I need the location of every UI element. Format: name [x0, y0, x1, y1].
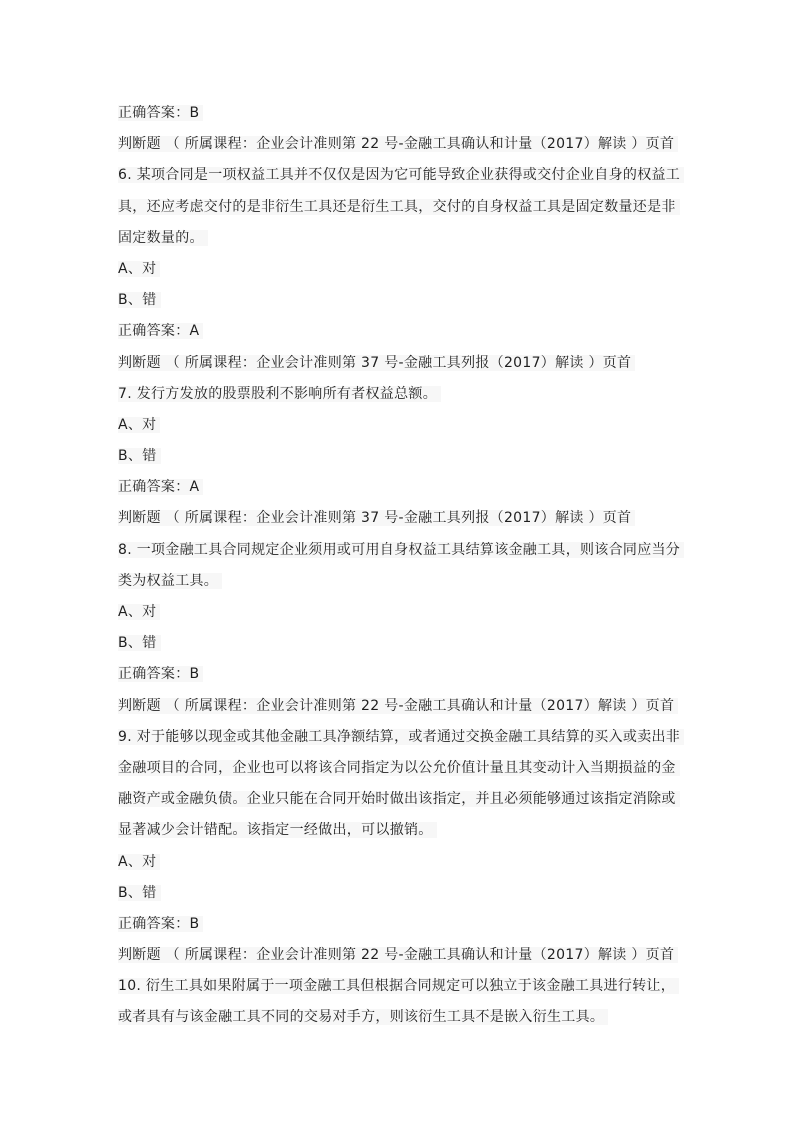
option-a: A、对 — [118, 601, 688, 632]
document-page — [118, 102, 688, 1038]
correct-answer — [118, 320, 688, 351]
answer-label: 正确答案： — [118, 915, 190, 932]
question-text: 类为权益工具。 — [118, 570, 688, 601]
answer-label: 正确答案： — [118, 666, 190, 683]
option-a: A、对 — [118, 414, 688, 445]
correct-answer — [118, 102, 688, 133]
option-a: A、对 — [118, 851, 688, 882]
option-b: B、错 — [118, 289, 688, 320]
question-text: 固定数量的。 — [118, 227, 688, 258]
question-text: 显著减少会计错配。该指定一经做出，可以撤销。 — [118, 819, 688, 850]
question-text: 金融项目的合同，企业也可以将该合同指定为以公允价值计量且其变动计入当期损益的金 — [118, 757, 688, 788]
answer-label: 正确答案： — [118, 105, 190, 121]
answer-label: 正确答案： — [118, 323, 190, 340]
question-text: 具，还应考虑交付的是非衍生工具还是衍生工具，交付的自身权益工具是固定数量还是非 — [118, 196, 688, 227]
question-text: 7. 发行方发放的股票股利不影响所有者权益总额。 — [118, 383, 688, 414]
answer-value: B — [189, 915, 200, 932]
option-b: B、错 — [118, 632, 688, 663]
option-a: A、对 — [118, 258, 688, 289]
question-text: 10. 衍生工具如果附属于一项金融工具但根据合同规定可以独立于该金融工具进行转让， — [118, 975, 688, 1006]
question-text: 或者具有与该金融工具不同的交易对手方，则该衍生工具不是嵌入衍生工具。 — [118, 1006, 688, 1037]
answer-value: A — [189, 323, 200, 340]
answer-value: A — [189, 479, 200, 496]
question-meta: 判断题 （ 所属课程：企业会计准则第 22 号-金融工具确认和计量（2017）解读 ）页首 — [118, 695, 688, 726]
question-meta: 判断题 （ 所属课程：企业会计准则第 37 号-金融工具列报（2017）解读 ）页首 — [118, 352, 688, 383]
correct-answer — [118, 663, 688, 694]
question-text: 8. 一项金融工具合同规定企业须用或可用自身权益工具结算该金融工具，则该合同应当分 — [118, 539, 688, 570]
question-text: 融资产或金融负债。企业只能在合同开始时做出该指定，并且必须能够通过该指定消除或 — [118, 788, 688, 819]
question-text: 6. 某项合同是一项权益工具并不仅仅是因为它可能导致企业获得或交付企业自身的权益工 — [118, 164, 688, 195]
question-meta: 判断题 （ 所属课程：企业会计准则第 37 号-金融工具列报（2017）解读 ）页首 — [118, 507, 688, 538]
question-meta: 判断题 （ 所属课程：企业会计准则第 22 号-金融工具确认和计量（2017）解读 ）页首 — [118, 944, 688, 975]
answer-value: B — [189, 105, 200, 121]
correct-answer — [118, 913, 688, 944]
answer-value: B — [189, 666, 200, 683]
question-text: 9. 对于能够以现金或其他金融工具净额结算，或者通过交换金融工具结算的买入或卖出非 — [118, 726, 688, 757]
answer-label: 正确答案： — [118, 479, 190, 496]
correct-answer — [118, 476, 688, 507]
option-b: B、错 — [118, 445, 688, 476]
option-b: B、错 — [118, 882, 688, 913]
question-meta: 判断题 （ 所属课程：企业会计准则第 22 号-金融工具确认和计量（2017）解读 ）页首 — [118, 133, 688, 164]
